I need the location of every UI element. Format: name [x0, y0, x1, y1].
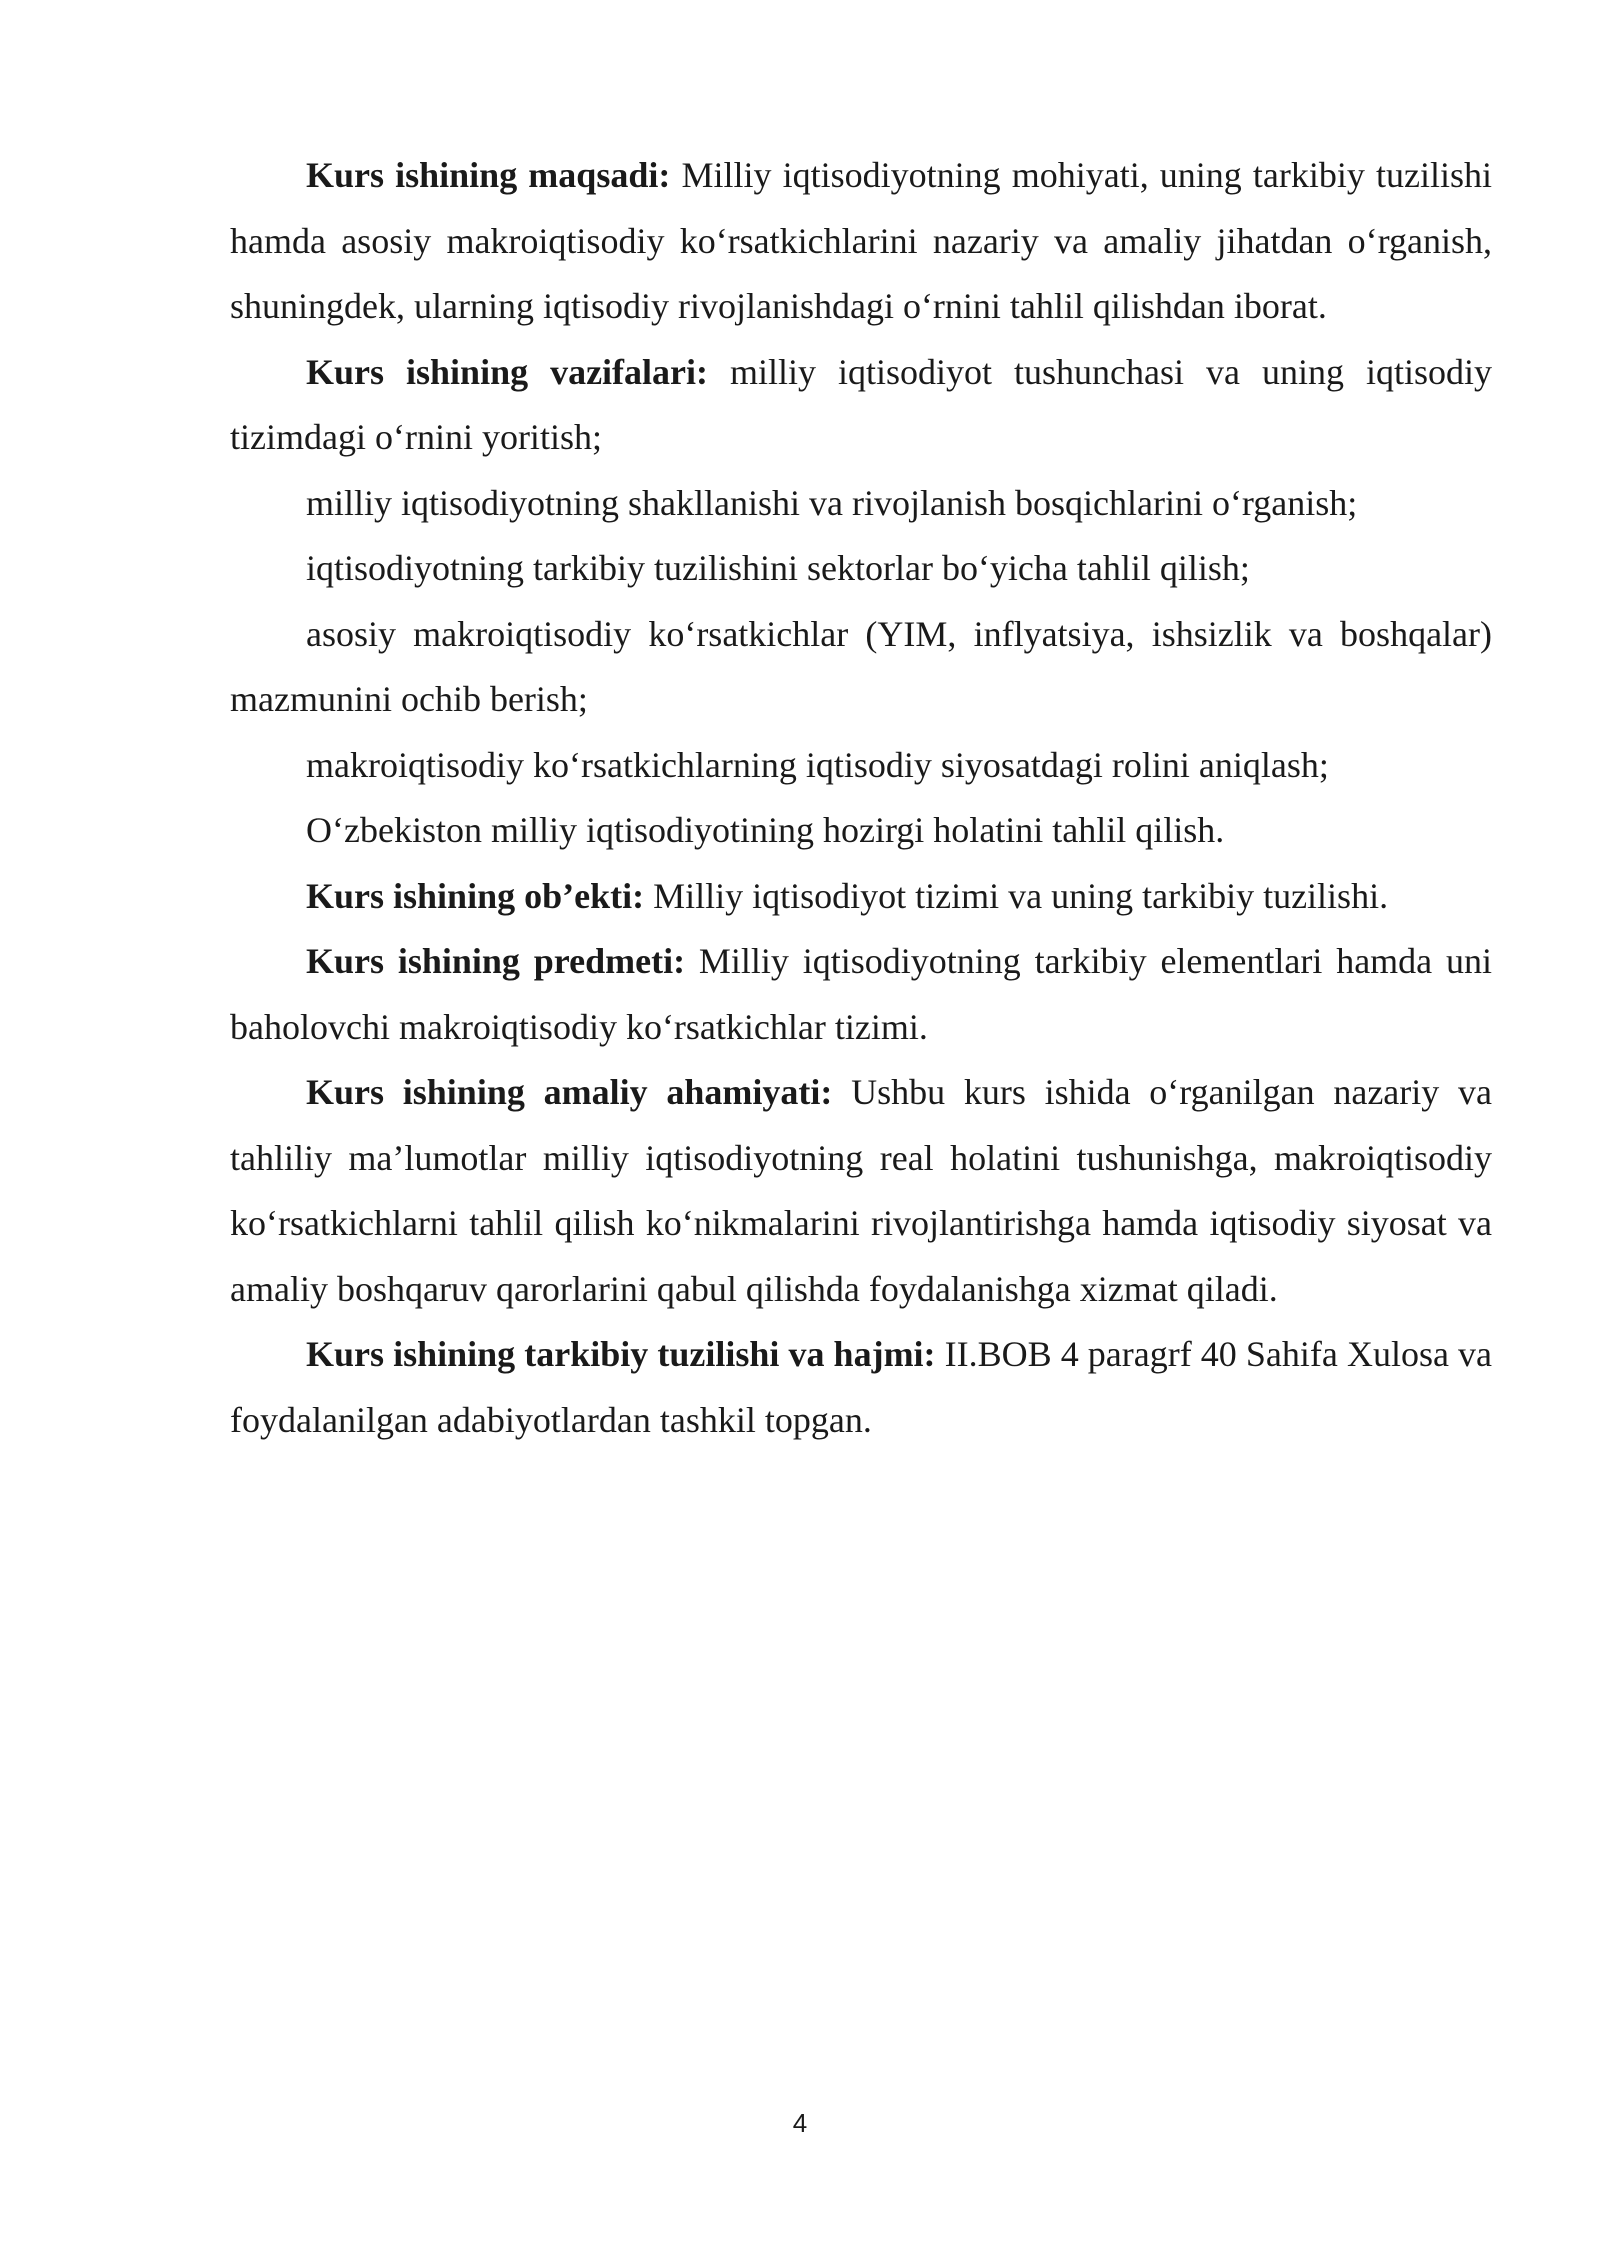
paragraph-text: iqtisodiyotning tarkibiy tuzilishini sektorlar bo‘yicha tahlil qilish; [306, 548, 1250, 588]
paragraph-label: Kurs ishining maqsadi: [306, 155, 671, 195]
task-item [230, 798, 1492, 864]
paragraph-amaliy-ahamiyati [230, 1060, 1492, 1322]
paragraph-label: Kurs ishining predmeti: [306, 941, 686, 981]
paragraph-text: milliy iqtisodiyotning shakllanishi va rivojlanish bosqichlarini o‘rganish; [306, 482, 1358, 523]
paragraph-label: Kurs ishining tarkibiy tuzilishi va hajmi: [306, 1334, 936, 1374]
paragraph-vazifalari [230, 340, 1492, 471]
paragraph-tuzilishi-hajmi [230, 1322, 1492, 1453]
paragraph-text: milliy iqtisodiyot tushunchasi va uning iqtisodiy tizimdagi o‘rnini yoritish; [230, 351, 1493, 457]
task-item [230, 471, 1492, 537]
paragraph-obekti [230, 864, 1492, 930]
paragraph-text: Milliy iqtisodiyotning tarkibiy elementlari hamda uni baholovchi makroiqtisodiy ko‘rsatkichlar tizimi. [230, 941, 1493, 1047]
paragraph-text: Ushbu kurs ishida o‘rganilgan nazariy va tahliliy ma’lumotlar milliy iqtisodiyotning real holatini tushunishga, makroiqtisodiy ko‘rsatkichlarni tahlil qilish ko‘nikmalarini rivojlantirishga hamda iqtisodiy siyosat va amaliy boshqaruv qarorlarini qabul qilishda foydalanishga xizmat qiladi. [230, 1072, 1492, 1309]
document-body [230, 143, 1492, 1453]
paragraph-text: O‘zbekiston milliy iqtisodiyotining hozirgi holatini tahlil qilish. [306, 810, 1225, 850]
paragraph-text: II.BOB 4 paragrf 40 Sahifa Xulosa va foydalanilgan adabiyotlardan tashkil topgan. [230, 1334, 1492, 1440]
paragraph-text: Milliy iqtisodiyot tizimi va uning tarkibiy tuzilishi. [644, 875, 1389, 916]
paragraph-text: makroiqtisodiy ko‘rsatkichlarning iqtisodiy siyosatdagi rolini aniqlash; [306, 744, 1329, 785]
paragraph-label: Kurs ishining vazifalari: [306, 351, 709, 392]
paragraph-label: Kurs ishining ob’ekti: [306, 875, 645, 916]
paragraph-text: Milliy iqtisodiyotning mohiyati, uning tarkibiy tuzilishi hamda asosiy makroiqtisodiy ko‘rsatkichlarini nazariy va amaliy jihatdan o‘rganish, shuningdek, ularning iqtisodiy rivojlanishdagi o‘rnini tahlil qilishdan iborat. [230, 155, 1492, 326]
paragraph-maqsadi [230, 143, 1492, 340]
paragraph-predmeti [230, 929, 1492, 1060]
task-item [230, 733, 1492, 799]
task-item [230, 536, 1492, 602]
page-number: 4 [792, 2108, 808, 2138]
paragraph-text: asosiy makroiqtisodiy ko‘rsatkichlar (YIM, inflyatsiya, ishsizlik va boshqalar) mazmunini ochib berish; [230, 613, 1492, 719]
paragraph-label: Kurs ishining amaliy ahamiyati: [306, 1072, 833, 1112]
task-item [230, 602, 1492, 733]
